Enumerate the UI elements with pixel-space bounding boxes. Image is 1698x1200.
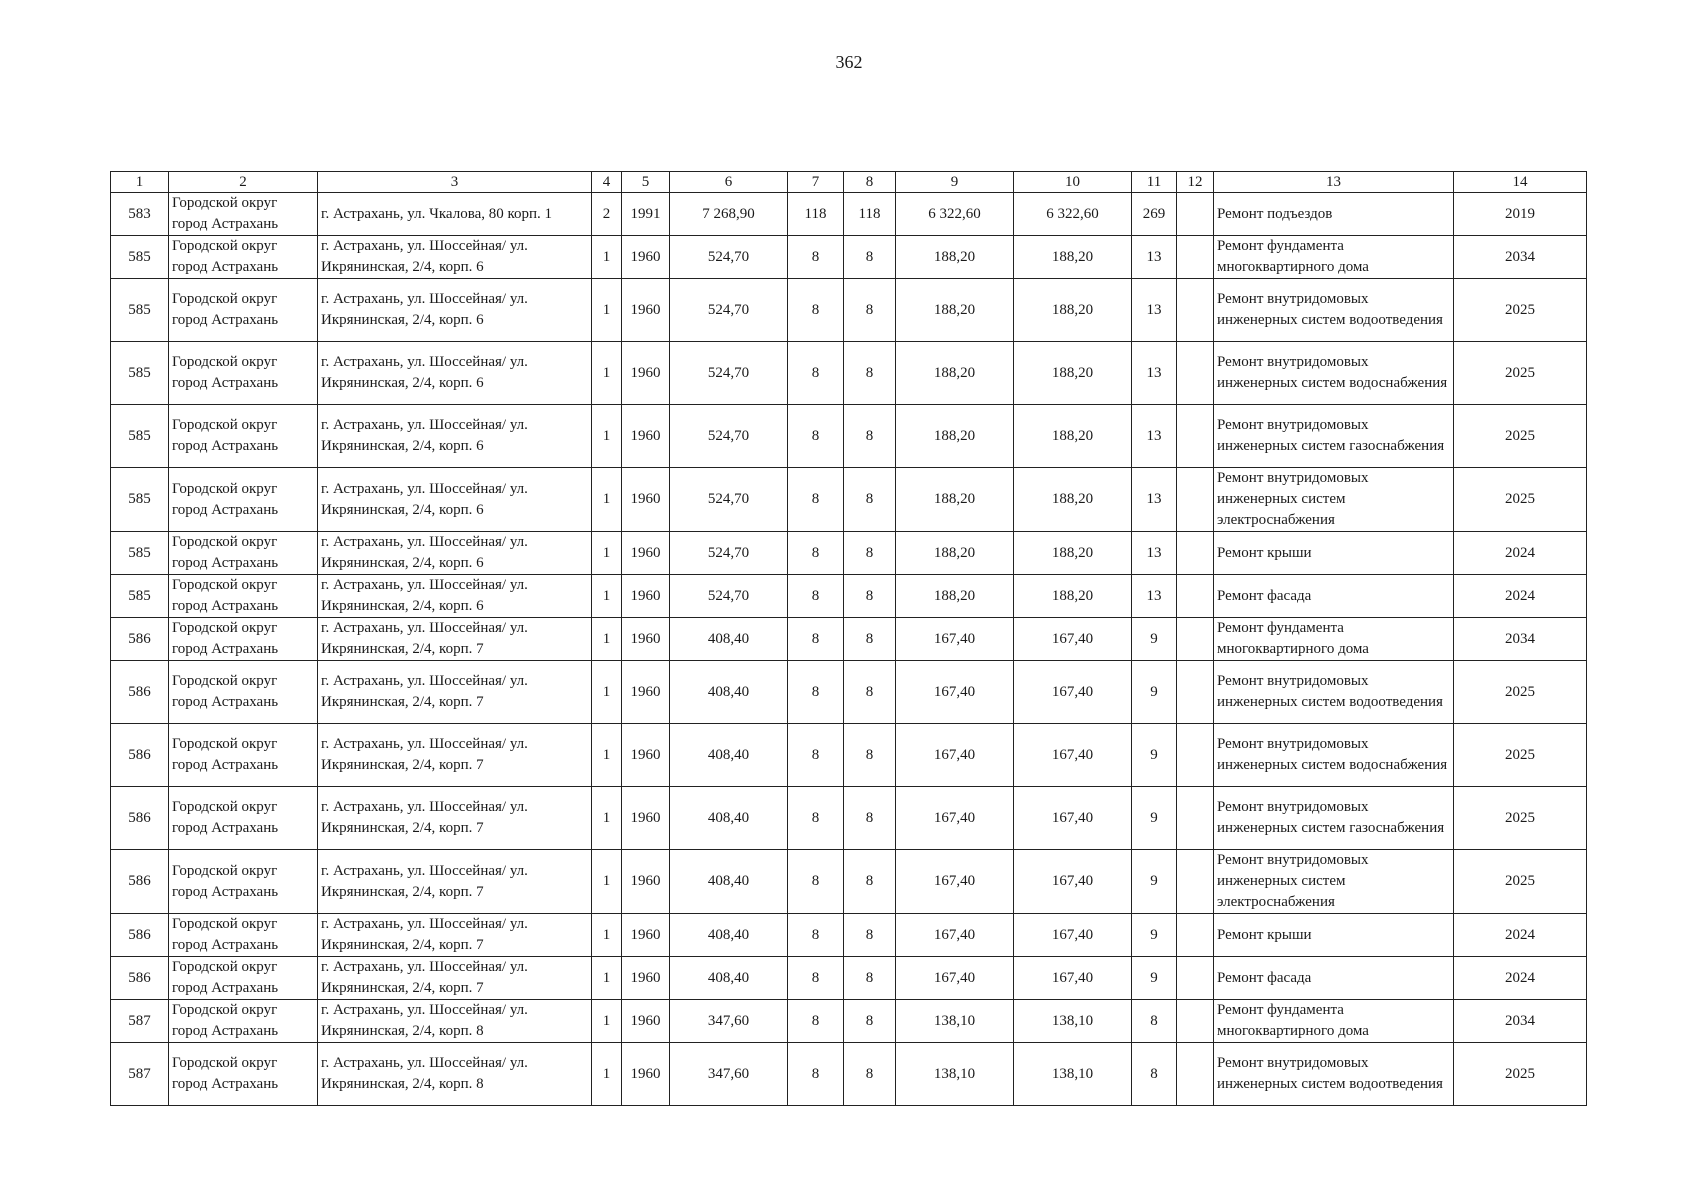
cell-col-8: 8: [844, 914, 896, 957]
cell-municipality: Городской округ город Астрахань: [169, 279, 318, 342]
cell-municipality: Городской округ город Астрахань: [169, 914, 318, 957]
cell-address: г. Астрахань, ул. Чкалова, 80 корп. 1: [318, 193, 592, 236]
column-header: 8: [844, 172, 896, 193]
cell-work-type: Ремонт внутридомовых инженерных систем водоотведения: [1214, 661, 1454, 724]
cell-work-type: Ремонт внутридомовых инженерных систем водоснабжения: [1214, 724, 1454, 787]
cell-col-10: 167,40: [1014, 618, 1132, 661]
cell-work-type: Ремонт фундамента многоквартирного дома: [1214, 1000, 1454, 1043]
cell-col-4: 1: [592, 1043, 622, 1106]
cell-col-6: 408,40: [670, 850, 788, 914]
cell-col-12: [1177, 914, 1214, 957]
cell-col-7: 8: [788, 1000, 844, 1043]
cell-col-10: 138,10: [1014, 1000, 1132, 1043]
cell-col-8: 8: [844, 1000, 896, 1043]
cell-plan-year: 2024: [1454, 957, 1587, 1000]
cell-col-6: 408,40: [670, 661, 788, 724]
cell-col-11: 13: [1132, 575, 1177, 618]
cell-col-8: 8: [844, 468, 896, 532]
cell-year: 1960: [622, 724, 670, 787]
page-number: 362: [835, 52, 863, 72]
cell-municipality: Городской округ город Астрахань: [169, 468, 318, 532]
cell-year: 1960: [622, 405, 670, 468]
cell-col-11: 269: [1132, 193, 1177, 236]
cell-col-4: 1: [592, 661, 622, 724]
column-header: 2: [169, 172, 318, 193]
cell-municipality: Городской округ город Астрахань: [169, 1000, 318, 1043]
cell-work-type: Ремонт подъездов: [1214, 193, 1454, 236]
table-row: [111, 236, 1587, 279]
table-row: [111, 914, 1587, 957]
cell-col-11: 9: [1132, 787, 1177, 850]
cell-col-7: 8: [788, 236, 844, 279]
cell-plan-year: 2025: [1454, 405, 1587, 468]
cell-col-11: 9: [1132, 724, 1177, 787]
cell-year: 1960: [622, 787, 670, 850]
cell-col-8: 8: [844, 661, 896, 724]
column-header: 1: [111, 172, 169, 193]
cell-work-type: Ремонт крыши: [1214, 532, 1454, 575]
cell-plan-year: 2024: [1454, 914, 1587, 957]
cell-row-number: 585: [111, 342, 169, 405]
cell-address: г. Астрахань, ул. Шоссейная/ ул. Икрянинская, 2/4, корп. 6: [318, 468, 592, 532]
column-header: 14: [1454, 172, 1587, 193]
cell-col-6: 7 268,90: [670, 193, 788, 236]
cell-col-11: 13: [1132, 532, 1177, 575]
cell-row-number: 587: [111, 1000, 169, 1043]
cell-col-11: 9: [1132, 914, 1177, 957]
table-row: [111, 193, 1587, 236]
cell-col-9: 188,20: [896, 575, 1014, 618]
cell-address: г. Астрахань, ул. Шоссейная/ ул. Икрянинская, 2/4, корп. 7: [318, 618, 592, 661]
cell-year: 1960: [622, 1043, 670, 1106]
table-row: [111, 575, 1587, 618]
cell-col-10: 188,20: [1014, 405, 1132, 468]
cell-col-10: 188,20: [1014, 575, 1132, 618]
cell-address: г. Астрахань, ул. Шоссейная/ ул. Икрянинская, 2/4, корп. 6: [318, 236, 592, 279]
cell-col-6: 408,40: [670, 787, 788, 850]
cell-col-10: 167,40: [1014, 787, 1132, 850]
cell-col-8: 8: [844, 850, 896, 914]
cell-col-4: 1: [592, 618, 622, 661]
cell-col-11: 13: [1132, 342, 1177, 405]
cell-municipality: Городской округ город Астрахань: [169, 618, 318, 661]
cell-address: г. Астрахань, ул. Шоссейная/ ул. Икрянинская, 2/4, корп. 6: [318, 532, 592, 575]
cell-year: 1960: [622, 279, 670, 342]
cell-col-4: 1: [592, 279, 622, 342]
cell-year: 1960: [622, 236, 670, 279]
cell-col-12: [1177, 468, 1214, 532]
cell-col-12: [1177, 957, 1214, 1000]
cell-col-6: 524,70: [670, 279, 788, 342]
cell-address: г. Астрахань, ул. Шоссейная/ ул. Икрянинская, 2/4, корп. 7: [318, 724, 592, 787]
cell-col-8: 8: [844, 1043, 896, 1106]
cell-col-4: 1: [592, 405, 622, 468]
cell-row-number: 585: [111, 575, 169, 618]
column-header: 4: [592, 172, 622, 193]
table-row: [111, 661, 1587, 724]
cell-year: 1960: [622, 850, 670, 914]
cell-col-11: 13: [1132, 236, 1177, 279]
cell-col-8: 118: [844, 193, 896, 236]
cell-col-12: [1177, 724, 1214, 787]
cell-municipality: Городской округ город Астрахань: [169, 787, 318, 850]
cell-col-6: 524,70: [670, 532, 788, 575]
cell-col-8: 8: [844, 787, 896, 850]
cell-col-6: 408,40: [670, 957, 788, 1000]
cell-work-type: Ремонт внутридомовых инженерных систем газоснабжения: [1214, 405, 1454, 468]
cell-col-11: 9: [1132, 661, 1177, 724]
cell-col-9: 188,20: [896, 342, 1014, 405]
cell-work-type: Ремонт внутридомовых инженерных систем газоснабжения: [1214, 787, 1454, 850]
cell-col-9: 188,20: [896, 405, 1014, 468]
cell-year: 1960: [622, 1000, 670, 1043]
cell-address: г. Астрахань, ул. Шоссейная/ ул. Икрянинская, 2/4, корп. 7: [318, 787, 592, 850]
cell-address: г. Астрахань, ул. Шоссейная/ ул. Икрянинская, 2/4, корп. 8: [318, 1000, 592, 1043]
cell-plan-year: 2025: [1454, 468, 1587, 532]
cell-col-11: 13: [1132, 405, 1177, 468]
cell-plan-year: 2024: [1454, 575, 1587, 618]
cell-col-7: 8: [788, 724, 844, 787]
cell-plan-year: 2034: [1454, 1000, 1587, 1043]
cell-col-12: [1177, 575, 1214, 618]
cell-col-7: 8: [788, 575, 844, 618]
cell-col-10: 167,40: [1014, 957, 1132, 1000]
cell-col-8: 8: [844, 957, 896, 1000]
cell-col-11: 9: [1132, 850, 1177, 914]
cell-plan-year: 2024: [1454, 532, 1587, 575]
cell-work-type: Ремонт внутридомовых инженерных систем электроснабжения: [1214, 850, 1454, 914]
cell-work-type: Ремонт крыши: [1214, 914, 1454, 957]
cell-year: 1960: [622, 575, 670, 618]
table-row: [111, 1043, 1587, 1106]
cell-municipality: Городской округ город Астрахань: [169, 342, 318, 405]
cell-plan-year: 2025: [1454, 342, 1587, 405]
cell-col-11: 13: [1132, 468, 1177, 532]
cell-col-12: [1177, 342, 1214, 405]
cell-col-9: 167,40: [896, 724, 1014, 787]
cell-col-9: 6 322,60: [896, 193, 1014, 236]
cell-col-4: 1: [592, 850, 622, 914]
cell-year: 1960: [622, 661, 670, 724]
cell-row-number: 586: [111, 661, 169, 724]
cell-row-number: 586: [111, 850, 169, 914]
cell-col-10: 167,40: [1014, 914, 1132, 957]
cell-col-12: [1177, 661, 1214, 724]
cell-col-7: 8: [788, 618, 844, 661]
cell-year: 1991: [622, 193, 670, 236]
cell-col-7: 118: [788, 193, 844, 236]
cell-col-12: [1177, 405, 1214, 468]
cell-col-7: 8: [788, 787, 844, 850]
table-row: [111, 957, 1587, 1000]
cell-col-9: 188,20: [896, 236, 1014, 279]
cell-row-number: 585: [111, 532, 169, 575]
cell-plan-year: 2019: [1454, 193, 1587, 236]
cell-plan-year: 2025: [1454, 787, 1587, 850]
cell-col-12: [1177, 850, 1214, 914]
cell-col-4: 1: [592, 342, 622, 405]
cell-municipality: Городской округ город Астрахань: [169, 957, 318, 1000]
cell-row-number: 586: [111, 618, 169, 661]
table-row: [111, 850, 1587, 914]
cell-col-9: 167,40: [896, 661, 1014, 724]
cell-municipality: Городской округ город Астрахань: [169, 850, 318, 914]
cell-col-4: 1: [592, 1000, 622, 1043]
cell-work-type: Ремонт внутридомовых инженерных систем водоотведения: [1214, 279, 1454, 342]
cell-col-11: 8: [1132, 1000, 1177, 1043]
cell-col-8: 8: [844, 618, 896, 661]
table-row: [111, 1000, 1587, 1043]
column-header: 12: [1177, 172, 1214, 193]
column-header: 6: [670, 172, 788, 193]
column-header: 7: [788, 172, 844, 193]
cell-work-type: Ремонт фундамента многоквартирного дома: [1214, 236, 1454, 279]
cell-col-7: 8: [788, 1043, 844, 1106]
cell-col-9: 138,10: [896, 1000, 1014, 1043]
cell-col-4: 2: [592, 193, 622, 236]
cell-municipality: Городской округ город Астрахань: [169, 575, 318, 618]
cell-work-type: Ремонт внутридомовых инженерных систем водоотведения: [1214, 1043, 1454, 1106]
cell-row-number: 585: [111, 236, 169, 279]
cell-col-12: [1177, 1000, 1214, 1043]
column-header: 11: [1132, 172, 1177, 193]
cell-col-4: 1: [592, 236, 622, 279]
cell-col-6: 524,70: [670, 468, 788, 532]
cell-col-10: 167,40: [1014, 850, 1132, 914]
cell-plan-year: 2025: [1454, 279, 1587, 342]
cell-col-6: 524,70: [670, 342, 788, 405]
table-row: [111, 405, 1587, 468]
cell-col-7: 8: [788, 661, 844, 724]
cell-col-11: 9: [1132, 618, 1177, 661]
cell-municipality: Городской округ город Астрахань: [169, 405, 318, 468]
column-header: 9: [896, 172, 1014, 193]
cell-col-6: 347,60: [670, 1043, 788, 1106]
cell-row-number: 585: [111, 468, 169, 532]
cell-work-type: Ремонт внутридомовых инженерных систем электроснабжения: [1214, 468, 1454, 532]
cell-col-11: 8: [1132, 1043, 1177, 1106]
cell-col-10: 167,40: [1014, 661, 1132, 724]
cell-col-11: 9: [1132, 957, 1177, 1000]
cell-col-7: 8: [788, 342, 844, 405]
cell-col-7: 8: [788, 405, 844, 468]
cell-year: 1960: [622, 914, 670, 957]
cell-plan-year: 2025: [1454, 661, 1587, 724]
cell-col-12: [1177, 279, 1214, 342]
table-body: [111, 193, 1587, 1106]
cell-col-10: 138,10: [1014, 1043, 1132, 1106]
column-number-header-row: [111, 172, 1587, 193]
cell-col-6: 524,70: [670, 405, 788, 468]
cell-col-10: 6 322,60: [1014, 193, 1132, 236]
table-row: [111, 279, 1587, 342]
column-header: 13: [1214, 172, 1454, 193]
cell-row-number: 586: [111, 957, 169, 1000]
cell-col-8: 8: [844, 279, 896, 342]
cell-work-type: Ремонт фасада: [1214, 575, 1454, 618]
cell-col-4: 1: [592, 724, 622, 787]
cell-municipality: Городской округ город Астрахань: [169, 1043, 318, 1106]
table-row: [111, 532, 1587, 575]
cell-col-8: 8: [844, 724, 896, 787]
table-row: [111, 724, 1587, 787]
cell-row-number: 585: [111, 405, 169, 468]
cell-year: 1960: [622, 342, 670, 405]
cell-col-9: 188,20: [896, 468, 1014, 532]
cell-col-9: 188,20: [896, 532, 1014, 575]
cell-plan-year: 2025: [1454, 724, 1587, 787]
cell-col-4: 1: [592, 914, 622, 957]
cell-work-type: Ремонт фасада: [1214, 957, 1454, 1000]
cell-address: г. Астрахань, ул. Шоссейная/ ул. Икрянинская, 2/4, корп. 8: [318, 1043, 592, 1106]
cell-col-9: 167,40: [896, 618, 1014, 661]
cell-col-6: 524,70: [670, 575, 788, 618]
cell-col-11: 13: [1132, 279, 1177, 342]
cell-work-type: Ремонт внутридомовых инженерных систем водоснабжения: [1214, 342, 1454, 405]
cell-year: 1960: [622, 618, 670, 661]
cell-col-4: 1: [592, 468, 622, 532]
cell-col-8: 8: [844, 532, 896, 575]
cell-col-6: 408,40: [670, 914, 788, 957]
cell-address: г. Астрахань, ул. Шоссейная/ ул. Икрянинская, 2/4, корп. 7: [318, 914, 592, 957]
cell-col-6: 408,40: [670, 724, 788, 787]
table-row: [111, 618, 1587, 661]
cell-col-7: 8: [788, 850, 844, 914]
cell-col-4: 1: [592, 532, 622, 575]
repair-schedule-table: [110, 171, 1587, 1106]
column-header: 3: [318, 172, 592, 193]
cell-address: г. Астрахань, ул. Шоссейная/ ул. Икрянинская, 2/4, корп. 6: [318, 279, 592, 342]
cell-col-7: 8: [788, 532, 844, 575]
cell-col-10: 188,20: [1014, 236, 1132, 279]
cell-row-number: 585: [111, 279, 169, 342]
cell-year: 1960: [622, 957, 670, 1000]
cell-col-8: 8: [844, 405, 896, 468]
table-row: [111, 342, 1587, 405]
cell-col-4: 1: [592, 787, 622, 850]
cell-address: г. Астрахань, ул. Шоссейная/ ул. Икрянинская, 2/4, корп. 6: [318, 575, 592, 618]
cell-col-9: 167,40: [896, 914, 1014, 957]
cell-row-number: 586: [111, 724, 169, 787]
column-header: 10: [1014, 172, 1132, 193]
cell-plan-year: 2034: [1454, 618, 1587, 661]
cell-row-number: 586: [111, 914, 169, 957]
cell-col-4: 1: [592, 957, 622, 1000]
cell-col-8: 8: [844, 236, 896, 279]
cell-col-8: 8: [844, 342, 896, 405]
cell-row-number: 586: [111, 787, 169, 850]
cell-col-9: 188,20: [896, 279, 1014, 342]
cell-col-6: 347,60: [670, 1000, 788, 1043]
cell-col-12: [1177, 236, 1214, 279]
cell-municipality: Городской округ город Астрахань: [169, 236, 318, 279]
cell-col-12: [1177, 193, 1214, 236]
cell-address: г. Астрахань, ул. Шоссейная/ ул. Икрянинская, 2/4, корп. 6: [318, 405, 592, 468]
cell-col-4: 1: [592, 575, 622, 618]
cell-col-10: 167,40: [1014, 724, 1132, 787]
cell-col-9: 167,40: [896, 850, 1014, 914]
cell-municipality: Городской округ город Астрахань: [169, 193, 318, 236]
cell-year: 1960: [622, 468, 670, 532]
cell-plan-year: 2034: [1454, 236, 1587, 279]
cell-col-12: [1177, 1043, 1214, 1106]
cell-col-7: 8: [788, 914, 844, 957]
cell-col-12: [1177, 532, 1214, 575]
table-row: [111, 787, 1587, 850]
table-row: [111, 468, 1587, 532]
cell-municipality: Городской округ город Астрахань: [169, 532, 318, 575]
column-header: 5: [622, 172, 670, 193]
cell-col-9: 167,40: [896, 787, 1014, 850]
cell-work-type: Ремонт фундамента многоквартирного дома: [1214, 618, 1454, 661]
cell-col-6: 408,40: [670, 618, 788, 661]
cell-col-9: 167,40: [896, 957, 1014, 1000]
cell-col-8: 8: [844, 575, 896, 618]
cell-col-10: 188,20: [1014, 532, 1132, 575]
cell-col-7: 8: [788, 957, 844, 1000]
cell-col-7: 8: [788, 468, 844, 532]
cell-municipality: Городской округ город Астрахань: [169, 724, 318, 787]
cell-year: 1960: [622, 532, 670, 575]
cell-col-10: 188,20: [1014, 468, 1132, 532]
cell-address: г. Астрахань, ул. Шоссейная/ ул. Икрянинская, 2/4, корп. 7: [318, 850, 592, 914]
cell-address: г. Астрахань, ул. Шоссейная/ ул. Икрянинская, 2/4, корп. 7: [318, 957, 592, 1000]
cell-address: г. Астрахань, ул. Шоссейная/ ул. Икрянинская, 2/4, корп. 6: [318, 342, 592, 405]
cell-plan-year: 2025: [1454, 1043, 1587, 1106]
cell-col-12: [1177, 618, 1214, 661]
cell-col-9: 138,10: [896, 1043, 1014, 1106]
cell-address: г. Астрахань, ул. Шоссейная/ ул. Икрянинская, 2/4, корп. 7: [318, 661, 592, 724]
cell-col-6: 524,70: [670, 236, 788, 279]
cell-row-number: 583: [111, 193, 169, 236]
cell-col-10: 188,20: [1014, 342, 1132, 405]
cell-col-12: [1177, 787, 1214, 850]
cell-municipality: Городской округ город Астрахань: [169, 661, 318, 724]
cell-plan-year: 2025: [1454, 850, 1587, 914]
cell-col-7: 8: [788, 279, 844, 342]
cell-col-10: 188,20: [1014, 279, 1132, 342]
cell-row-number: 587: [111, 1043, 169, 1106]
